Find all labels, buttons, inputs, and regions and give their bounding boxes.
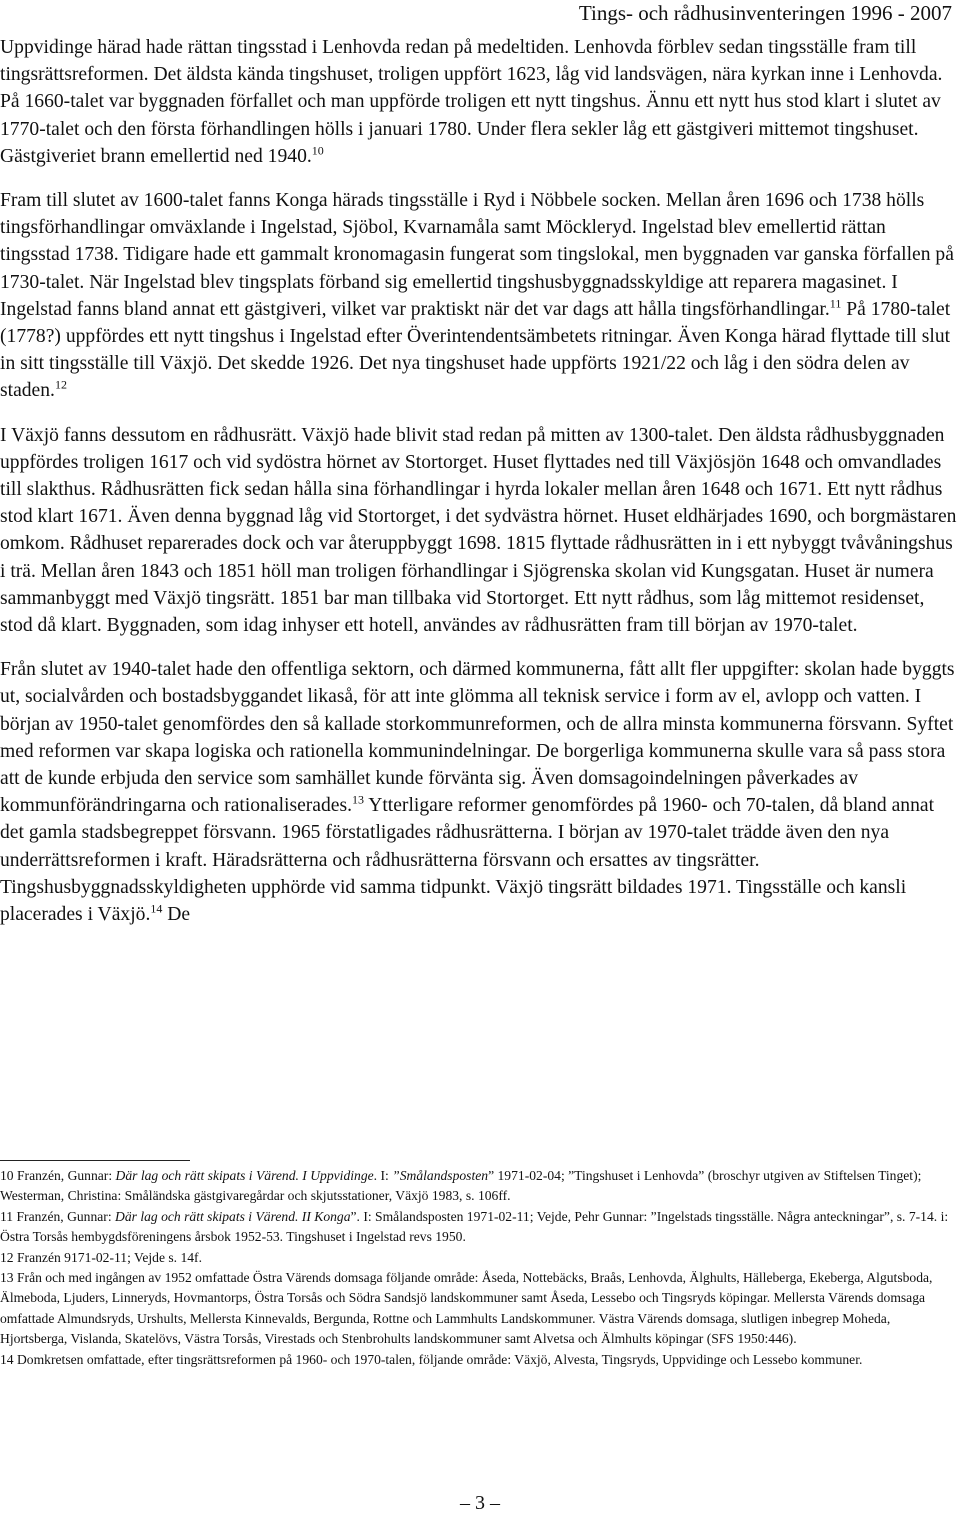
footnote-text: ” 1971-02-04; ”Tingshuset i Lenhovda” (broschyr utgiven av Stiftelsen Tinget); Westerman, Christina: Småländska gästgivaregårdar och skjutsstationer, Växjö 1983, s. 106ff.	[0, 1168, 922, 1204]
footnote-ref-11[interactable]: 11	[829, 296, 842, 311]
body-text	[0, 34, 958, 945]
footnote-11	[0, 1207, 958, 1248]
footnote-14: 14 Domkretsen omfattade, efter tingsrättsreformen på 1960- och 1970-talen, följande område: Växjö, Alvesta, Tingsryds, Uppvidinge och Lessebo kommuner.	[0, 1351, 863, 1367]
paragraph-konga	[0, 187, 958, 405]
paragraph-uppvidinge	[0, 34, 958, 170]
footnote-separator	[0, 1160, 190, 1161]
footnote-text: ”. I: Smålandsposten 1971-02-11; Vejde, Pehr Gunnar: ”Ingelstads tingsställe. Några anteckningar”, s. 7-14. i: Östra Torsås hembygdsföreningens årsbok 1952-53. Tingshuset i Ingelstad revs 1950.	[0, 1208, 949, 1245]
paragraph-text-continued: På 1780-talet (1778?) uppfördes ett nytt tingshus i Ingelstad efter Överintendentsämbetets ritningar. Även Konga härad flyttade till slut in sitt tingsställe till Växjö. Det skedde 1926. Det nya tingshuset hade uppförts 1921/22 och låg i den södra delen av staden.	[0, 298, 951, 402]
footnote-title: Där lag och rätt skipats i Värend. II Konga	[115, 1208, 351, 1224]
footnote-10	[0, 1166, 958, 1207]
paragraph-text: Fram till slutet av 1600-talet fanns Konga härads tingsställe i Ryd i Nöbbele socken. Mellan åren 1696 och 1738 hölls tingsförhandlingar omväxlande i Ingelstad, Sjöbol, Kvarnamåla samt Möckleryd. Ingelstad blev emellertid rättan tingsstad 1738. Tidigare hade ett gammalt kronomagasin fungerat som tingslokal, men byggnaden var ganska förfallen på 1730-talet. När Ingelstad blev tingsplats förband sig emellertid tingshusbyggnadsskyldige att reparera magasinet. I Ingelstad fanns bland annat ett gästgiveri, vilket var praktiskt när det var dags att hålla tingsförhandlingar.	[0, 190, 954, 320]
footnote-12: 12 Franzén 9171-02-11; Vejde s. 14f.	[0, 1249, 202, 1265]
footnote-ref-13[interactable]: 13	[352, 792, 365, 807]
footnote-title: Där lag och rätt skipats i Värend. I Uppvidinge	[115, 1168, 374, 1183]
paragraph-text: Från slutet av 1940-talet hade den offentliga sektorn, och därmed kommunerna, fått allt fler uppgifter: skolan hade byggts ut, socialvården och bostadsbyggandet likaså, för att inte glömma all teknisk service i form av el, avlopp och vatten. I början av 1950-talet genomfördes den så kallade storkommunreformen, och de allra minsta kommunerna försvann. Syftet med reformen var skapa logiska och rationella kommunindelningar. De borgerliga kommunerna skulle vara så pass stora att de kunde erbjuda den service som samhället kunde förvänta sig. Även domsagoindelningen påverkades av kommunförändringarna och rationaliserades.	[0, 659, 955, 817]
running-header: Tings- och rådhusinventeringen 1996 - 2007	[578, 1, 952, 25]
footnote-source: ”Smålandsposten	[392, 1168, 489, 1183]
footnote-text: . I:	[373, 1168, 393, 1183]
paragraph-text-continued: De	[162, 904, 191, 926]
paragraph-text: I Växjö fanns dessutom en rådhusrätt. Växjö hade blivit stad redan på mitten av 1300-talet. Den äldsta rådhusbyggnaden uppfördes troligen 1617 och vid sydöstra hörnet av Stortorget. Huset flyttades ned till Växjösjön 1648 och omvandlades till slakthus. Rådhusrätten fick sedan hålla sina förhandlingar i hyrda lokaler mellan åren 1648 och 1671. Ett nytt rådhus stod klart 1671. Även denna byggnad låg vid Stortorget, i det sydvästra hörnet. Huset eldhärjades 1690, och borgmästaren omkom. Rådhuset reparerades dock och var återuppbyggt 1698. 1815 flyttade rådhusrätten in i ett nybyggt tvåvåningshus i trä. Mellan åren 1843 och 1851 höll man troligen förhandlingar i Sjögrenska skolan vid Kungsgatan. Huset är numera sammanbyggt med Växjö tingsrätt. 1851 bar man tillbaka vid Stortorget. Ett nytt rådhus, som låg mittemot residenset, stod då klart. Byggnaden, som idag inhyser ett hotell, användes av rådhusrätten fram till början av 1970-talet.	[0, 424, 957, 637]
page-number: – 3 –	[460, 1492, 500, 1514]
paragraph-text-continued: Ytterligare reformer genomfördes på 1960- och 70-talen, då bland annat det gamla stadsbegreppet försvann. 1965 förstatligades rådhusrätterna. I början av 1970-talet trädde även den nya underrättsreformen i kraft. Häradsrätterna och rådhusrätterna försvann och ersattes av tingsrätter. Tingshusbyggnadsskyldigheten upphörde vid samma tidpunkt. Växjö tingsrätt bildades 1971. Tingsställe och kansli placerades i Växjö.	[0, 795, 935, 926]
footnote-13: 13 Från och med ingången av 1952 omfattade Östra Värends domsaga följande område: Åseda, Nottebäcks, Braås, Lenhovda, Älghults, Hälleberga, Ekeberga, Algutsboda, Älmeboda, Ljuders, Linneryds, Hovmantorps, Östra Torsås och Södra Sandsjö landskommuner samt Åseda, Lessebo och Tingsryds köpingar. Mellersta Värends domsaga omfattade Almundsryds, Urshults, Mellersta Kinnevalds, Bergunda, Rottne och Lammhults Landskommuner. Västra Värends domsaga, slutligen inbegrep Moheda, Hjortsberga, Vislanda, Skatelövs, Västra Torsås, Virestads och Stenbrohults landskommuner samt Alvetsa och Älmhults köpingar (SFS 1950:446).	[0, 1270, 933, 1347]
footnote-ref-12[interactable]: 12	[54, 377, 67, 392]
footnote-ref-14[interactable]: 14	[150, 901, 163, 916]
paragraph-reforms	[0, 656, 958, 928]
paragraph-vaxjo-radhusratt	[0, 422, 958, 640]
footnotes	[0, 1166, 958, 1370]
footnote-text: 11 Franzén, Gunnar:	[0, 1208, 116, 1224]
footnote-text: 10 Franzén, Gunnar:	[0, 1168, 116, 1183]
footnote-ref-10[interactable]: 10	[311, 143, 324, 158]
paragraph-text: Uppvidinge härad hade rättan tingsstad i Lenhovda redan på medeltiden. Lenhovda förblev sedan tingsställe fram till tingsrättsreformen. Det äldsta kända tingshuset, troligen uppfört 1623, låg vid landsvägen, nära kyrkan inne i Lenhovda. På 1660-talet var byggnaden förfallet och man uppförde troligen ett nytt tingshus. Ännu ett nytt hus stod klart i slutet av 1770-talet och den första förhandlingen hölls i januari 1780. Under flera sekler låg ett gästgiveri mittemot tingshuset. Gästgiveriet brann emellertid ned 1940.	[0, 37, 943, 167]
